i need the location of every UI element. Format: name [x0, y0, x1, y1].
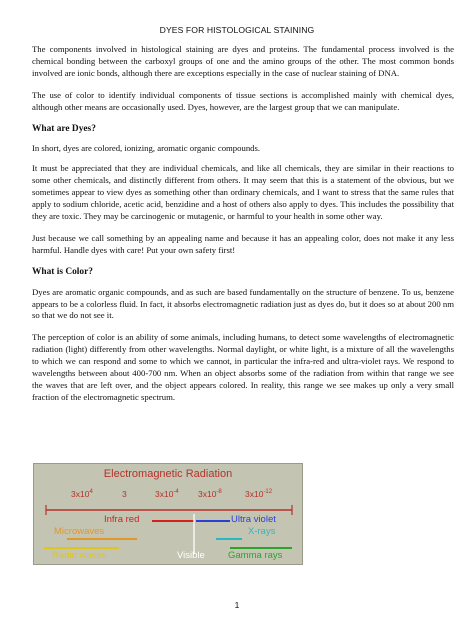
section-heading-dyes: What are Dyes? — [32, 123, 96, 134]
wavelength-label-3: $3x10^{-4}$ — [155, 489, 179, 499]
document-title: DYES FOR HISTOLOGICAL STAINING — [159, 25, 315, 35]
wavelength-label-1: $3x10^4$ — [71, 489, 93, 499]
radio-waves-label: Radio waves — [52, 550, 107, 561]
wavelength-label-4: $3x10^{-8}$ — [198, 489, 222, 499]
wavelength-label-5: $3x10^{-12}$ — [245, 489, 273, 499]
dyes-paragraph-2: It must be appreciated that they are individual chemicals, and like all chemicals, they are similar in their reactions to some other chemicals, and distinctly different from others. It may seem that this is a statement of the obvious, but we sometimes appear to view dyes as something other than ordinary chemicals, and I want to stress that the same rules that apply to sodium chloride, acetic acid, benzidine and a host of others also apply to dyes. This includes the possibility that they are toxic. They may be carcinogenic or mutagenic, or harmful to your health in some other way. — [32, 163, 454, 221]
intro-paragraph-2: The use of color to identify individual components of tissue sections is accomplished mainly with chemical dyes, although other means are occasionally used. Dyes, however, are the largest group that we can manipulate. — [32, 89, 454, 112]
infra-red-label: Infra red — [104, 514, 140, 525]
dyes-paragraph-1: In short, dyes are colored, ionizing, aromatic organic compounds. — [32, 143, 261, 154]
section-heading-color: What is Color? — [32, 266, 93, 277]
intro-paragraph-1: The components involved in histological staining are dyes and proteins. The fundamental process involved is the chemical bonding between the carboxyl groups of one and the amino groups of the other. The most common bonds involved are ionic bonds, although there are exceptions especially in the case of nuclear staining of DNA. — [32, 44, 454, 78]
page-number: 1 — [234, 600, 240, 610]
visible-label: Visible — [177, 550, 205, 561]
spectrum-title: Electromagnetic Radiation — [103, 468, 233, 480]
wavelength-label-2: 3 — [122, 489, 127, 499]
color-paragraph-2: The perception of color is an ability of some animals, including humans, to detect some wavelengths of electromagnetic radiation (light) differently from other wavelengths. Normal daylight, or white light, is a mixture of all the wavelengths to which we can respond and some to which we cannot, in particular the infra-red and ultra-violet rays. We respond to wavelengths between about 400-700 nm. When an object absorbs some of the radiation from within that range we see the waves that are left over, and the object appears colored. In reality, this range we see makes up only a very small fraction of the electromagnetic spectrum. — [32, 332, 454, 402]
x-rays-label: X-rays — [248, 526, 276, 537]
microwaves-label: Microwaves — [54, 526, 105, 537]
ultra-violet-label: Ultra violet — [231, 514, 276, 525]
document-body — [32, 44, 454, 414]
dyes-paragraph-3: Just because we call something by an appealing name and because it has an appealing color, does not make it any less harmful. Handle dyes with care! Put your own safety first! — [32, 232, 454, 255]
color-paragraph-1: Dyes are aromatic organic compounds, and as such are based fundamentally on the structure of benzene. To us, benzene appears to be a colorless fluid. In fact, it absorbs electromagnetic radiation just as dyes do, but it does so at about 200 nm so that we do not see it. — [32, 286, 454, 321]
electromagnetic-spectrum-figure — [33, 463, 303, 565]
gamma-rays-label: Gamma rays — [228, 550, 283, 561]
